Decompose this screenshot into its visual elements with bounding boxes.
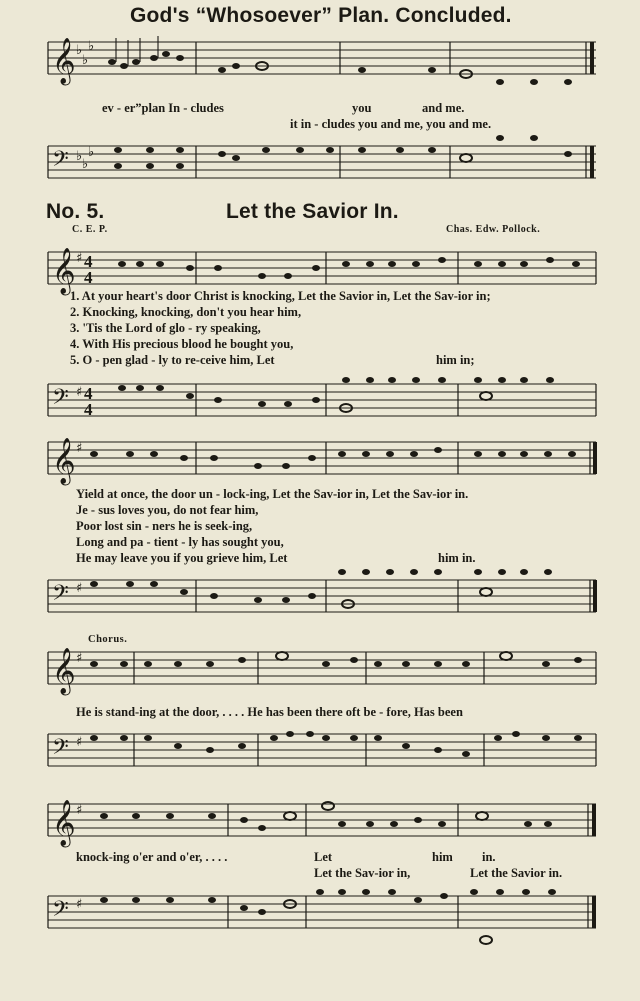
chorus-label: Chorus. [88, 634, 128, 645]
verse-5-line-2: He may leave you if you grieve him, Let [76, 551, 288, 565]
svg-text:♭: ♭ [88, 39, 95, 54]
svg-text:♯: ♯ [76, 385, 83, 400]
verse-treble-staff-2 [0, 432, 640, 492]
chorus-treble-staff-2 [0, 796, 640, 856]
continued-song-title: God's “Whosoever” Plan. Concluded. [130, 4, 512, 27]
svg-text:♭: ♭ [82, 157, 89, 172]
svg-text:𝄞: 𝄞 [52, 438, 76, 484]
svg-text:𝄞: 𝄞 [52, 800, 76, 846]
verse-3-line-1: 3. 'Tis the Lord of glo - ry speaking, [70, 321, 261, 335]
chorus-bass-staff-2 [0, 886, 640, 946]
svg-text:♯: ♯ [76, 581, 83, 596]
top-lyric-line1: ev - er”plan In - cludes [102, 101, 224, 115]
svg-text:4: 4 [84, 252, 93, 271]
svg-text:♯: ♯ [76, 251, 83, 266]
svg-text:♯: ♯ [76, 803, 83, 818]
svg-text:♭: ♭ [76, 43, 83, 58]
svg-text:𝄞: 𝄞 [52, 248, 76, 294]
svg-text:𝄞: 𝄞 [52, 38, 76, 84]
verse-bass-staff-2 [0, 570, 640, 630]
svg-text:4: 4 [84, 268, 93, 287]
top-lyric-line1-you: you [352, 101, 372, 115]
verse-1-line-2: Yield at once, the door un - lock-ing, Let the Sav-ior in, Let the Sav-ior in. [76, 487, 469, 501]
svg-text:𝄢: 𝄢 [52, 581, 69, 611]
verse-5-line-1-end: him in; [436, 353, 475, 367]
svg-text:𝄢: 𝄢 [52, 147, 69, 177]
svg-text:♭: ♭ [88, 145, 95, 160]
composer-credit: Chas. Edw. Pollock. [446, 224, 541, 235]
chorus-line-2-alt2: Let the Savior in. [470, 866, 563, 880]
verse-1-line-1: 1. At your heart's door Christ is knocking, Let the Savior in, Let the Sav-ior in; [70, 289, 491, 303]
verse-5-line-2-end: him in. [438, 551, 476, 565]
svg-text:4: 4 [84, 400, 93, 419]
chorus-line-1: He is stand-ing at the door, . . . . He has been there oft be - fore, Has been [76, 705, 463, 719]
verse-bass-staff-1 [0, 374, 640, 434]
chorus-line-2-alt: Let the Sav-ior in, [314, 866, 411, 880]
top-lyric-line2: it in - cludes you and me, you and me. [290, 117, 492, 131]
svg-text:𝄢: 𝄢 [52, 735, 69, 765]
verse-5-line-1: 5. O - pen glad - ly to re-ceive him, Let [70, 353, 275, 367]
svg-text:𝄢: 𝄢 [52, 897, 69, 927]
chorus-line-2b: Let [314, 850, 333, 864]
verse-2-line-2: Je - sus loves you, do not fear him, [76, 503, 259, 517]
svg-text:𝄞: 𝄞 [52, 648, 76, 694]
svg-text:♭: ♭ [82, 53, 89, 68]
chorus-line-2a: knock-ing o'er and o'er, . . . . [76, 850, 228, 864]
verse-3-line-2: Poor lost sin - ners he is seek-ing, [76, 519, 253, 533]
svg-text:𝄢: 𝄢 [52, 385, 69, 415]
svg-text:♯: ♯ [76, 651, 83, 666]
top-lyric-line1-end: and me. [422, 101, 465, 115]
verse-4-line-2: Long and pa - tient - ly has sought you, [76, 535, 284, 549]
svg-text:♯: ♯ [76, 735, 83, 750]
verse-4-line-1: 4. With His precious blood he bought you, [70, 337, 294, 351]
top-bass-staff [0, 134, 640, 194]
top-treble-staff [0, 36, 640, 96]
song-number: No. 5. [46, 200, 105, 223]
chorus-bass-staff-1 [0, 724, 640, 784]
song-title: Let the Savior In. [226, 200, 399, 223]
svg-text:♭: ♭ [76, 149, 83, 164]
chorus-line-2d: in. [482, 850, 496, 864]
chorus-line-2c: him [432, 850, 453, 864]
svg-text:4: 4 [84, 384, 93, 403]
svg-text:♯: ♯ [76, 441, 83, 456]
chorus-treble-staff-1 [0, 644, 640, 704]
svg-text:♯: ♯ [76, 897, 83, 912]
lyricist-credit: C. E. P. [72, 224, 108, 235]
verse-2-line-1: 2. Knocking, knocking, don't you hear him, [70, 305, 302, 319]
